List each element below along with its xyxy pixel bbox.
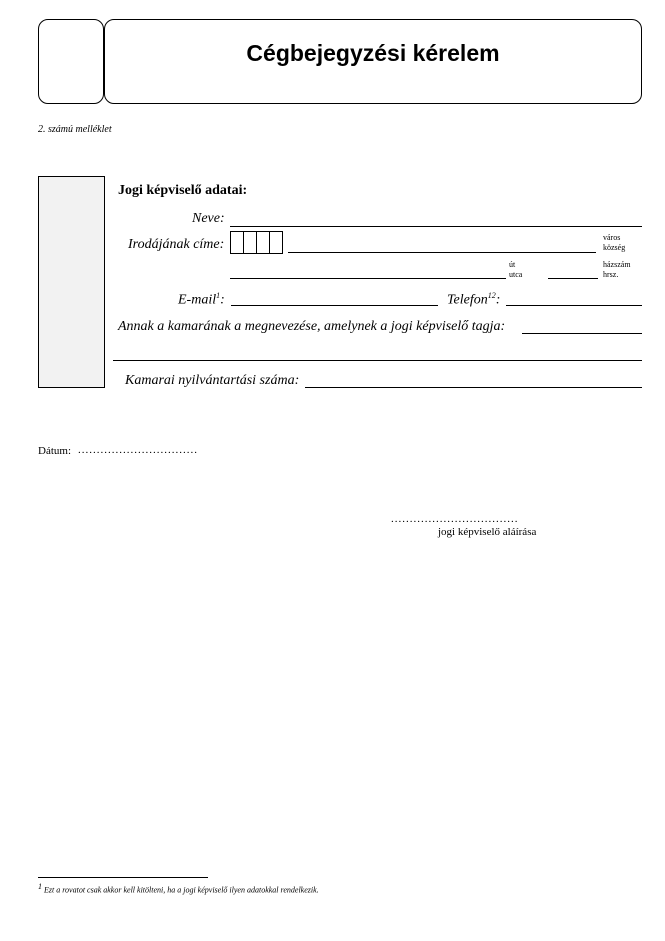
email-footnote-ref: 1 (216, 291, 221, 300)
signature-field[interactable]: .................................. (391, 513, 519, 525)
phone-footnote-ref: 12 (487, 291, 496, 300)
email-field[interactable] (231, 305, 438, 306)
road-label: út (509, 260, 516, 269)
registration-field[interactable] (305, 387, 642, 388)
footnote-number: 1 (38, 882, 42, 891)
street-field[interactable] (230, 278, 506, 279)
chamber-field[interactable] (522, 333, 642, 334)
city-label: város (603, 233, 621, 242)
page-title: Cégbejegyzési kérelem (246, 40, 500, 66)
house-number-label: házszám (603, 260, 631, 269)
chamber-field-continued[interactable] (113, 360, 642, 361)
header-left-box (38, 19, 104, 104)
city-field[interactable] (288, 252, 596, 253)
house-number-field[interactable] (548, 278, 598, 279)
name-label: Neve: (192, 211, 225, 226)
header-title-box (104, 19, 642, 104)
street-label: utca (509, 270, 523, 279)
side-column (38, 176, 105, 388)
phone-label: Telefon$^{12}$: (447, 291, 501, 308)
lot-number-label: hrsz. (603, 270, 619, 279)
postal-code-boxes[interactable] (230, 231, 283, 254)
date-label: Dátum: (38, 445, 71, 457)
chamber-label: Annak a kamarának a megnevezése, amelynek a jogi képviselő tagja: (118, 319, 506, 334)
footnote (38, 882, 319, 895)
side-column-top-rule (38, 176, 104, 177)
footnote-text: Ezt a rovatot csak akkor kell kitölteni, ha a jogi képviselő ilyen adatokkal rendelkezik. (44, 885, 319, 895)
footnote-rule (38, 877, 208, 878)
annex-label: 2. számú melléklet (38, 124, 112, 135)
office-address-label: Irodájának címe: (128, 237, 225, 252)
phone-field[interactable] (506, 305, 642, 306)
section-heading: Jogi képviselő adatai: (118, 183, 248, 198)
signature-label: jogi képviselő aláírása (438, 526, 537, 538)
email-label: E-mail$^1$: (178, 291, 225, 308)
registration-label: Kamarai nyilvántartási száma: (125, 373, 300, 388)
date-field[interactable]: ................................ (78, 444, 198, 456)
name-field[interactable] (230, 226, 642, 227)
village-label: község (603, 243, 626, 252)
